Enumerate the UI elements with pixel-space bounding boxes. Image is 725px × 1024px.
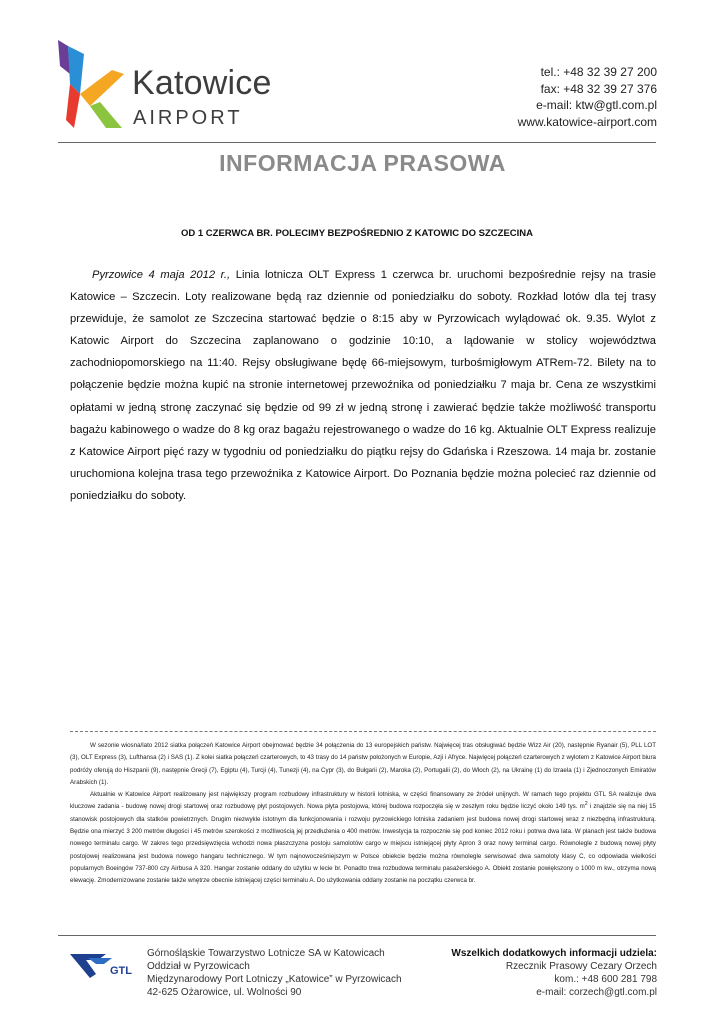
footnote-text: i znajdzie się na niej 15 stanowisk postojowych dla statków powietrznych. Drugim niezwykle istotnym dla funkcjonowania i rozwoju pyrzowickiego lotniska zadaniem jest budowa nowej drogi startowej wraz z niezbędną infrastrukturą. Będzie ona mierzyć 3 200 metrów długości i 45 metrów szerokości z możliwością jej przedłużenia o 400 metrów. Inwestycja ta rozpocznie się pod koniec 2012 roku i potrwa dwa lata. W planach jest także budowa nowego terminalu cargo. W zakres tego przedsięwzięcia wchodzi nowa płaszczyzna postoju samolotów cargo w miejscu istniejącej płyty Apron 3 oraz nowy terminal cargo. Równolegle z budową nowej płyty postojowej realizowana jest budowa nowego hangaru technicznego. W tym najnowocześniejszym w Polsce obiekcie będzie można równolegle serwisować dwa samoloty klasy C, co odpowiada wielkości popularnych Boeingów 737-800 czy Airbusa A 320. Hangar zostanie oddany do użytku w lecie br. Ponadto trwa rozbudowa terminalu pasażerskiego A. Obiekt zostanie powiększony o 1000 m kw., otrzyma nową elewację. Zmodernizowane zostanie także wnętrze obecnie istniejącej części terminalu A. Do użytkowania oddany zostanie na początku czerwca br. bbox=[70, 803, 656, 885]
logo-subtitle: AIRPORT bbox=[133, 107, 243, 129]
gtl-logo-icon bbox=[68, 946, 140, 982]
header-divider bbox=[58, 142, 656, 143]
footer-address-line: Górnośląskie Towarzystwo Lotnicze SA w Katowicach bbox=[147, 948, 385, 959]
contact-fax: fax: +48 32 39 27 376 bbox=[540, 81, 657, 96]
footer-address-line: Oddział w Pyrzowicach bbox=[147, 961, 250, 972]
footer-address bbox=[147, 947, 402, 999]
footer-divider bbox=[58, 935, 656, 936]
footer-contact-line: Rzecznik Prasowy Cezary Orzech bbox=[505, 961, 657, 972]
article-headline: OD 1 CZERWCA BR. POLECIMY BEZPOŚREDNIO Z KATOWIC DO SZCZECINA bbox=[180, 228, 534, 239]
contact-website[interactable]: www.katowice-airport.com bbox=[517, 114, 657, 129]
footer-contact-line: kom.: +48 600 281 798 bbox=[554, 974, 657, 985]
footnote-separator bbox=[70, 731, 656, 732]
footer-contact-title: Wszelkich dodatkowych informacji udziela: bbox=[451, 948, 657, 959]
footer-address-line: Międzynarodowy Port Lotniczy „Katowice” w Pyrzowicach bbox=[147, 974, 402, 985]
article-text: Linia lotnicza OLT Express 1 czerwca br. uruchomi bezpośrednie rejsy na trasie Katowice – Szczecin. Loty realizowane będą raz dziennie od poniedziałku do soboty. Rozkład lotów dla tej trasy przewiduje, że samolot ze Szczecina startować będzie o 8:15 aby w Pyrzowicach wylądować ok. 9.35. Wylot z Katowic Airport do Szczecina zaplanowano o godzinie 10:10, a lądowanie w stolicy województwa zachodniopomorskiego na 11:40. Rejsy obsługiwane będę 66-miejsowym, turbośmigłowym ATRem-72. Bilety na to połączenie będzie można kupić na stronie internetowej przewoźnika od poniedziałku 7 maja br. Cena ze wszystkimi opłatami w jedną stronę zaczynać się będzie od 99 zł w jedną stronę i zawierać będzie także możliwość transportu bagażu kabinowego o wadze do 8 kg oraz bagażu rejestrowanego o wadze do 16 kg. Aktualnie OLT Express realizuje z Katowice Airport pięć razy w tygodniu od poniedziałku do piątku rejsy do Gdańska i Rzeszowa. 14 maja br. zostanie uruchomiona kolejna trasa tego przewoźnika z Katowice Airport. Do Poznania będzie można polecieć raz dziennie od poniedziałku do soboty. bbox=[70, 269, 657, 502]
contact-tel: tel.: +48 32 39 27 200 bbox=[540, 65, 657, 79]
footnote-text: Aktualnie w Katowice Airport realizowany jest największy program rozbudowy infrastruktury w historii lotniska, w części finansowany ze źródeł unijnych. W ramach tego projektu GTL SA realizuje dwa kluczowe zadania - budowę nowej drogi startowej oraz rozbudowę płyt postojowych. Nowa płyta postojowa, której budowa rozpoczęła się w zeszłym roku będzie liczyć około 149 tys. m bbox=[70, 791, 656, 811]
footnotes bbox=[70, 740, 656, 888]
footnote-paragraph-1: W sezonie wiosna/lato 2012 siatka połączeń Katowice Airport obejmować będzie 34 połączenia do 13 europejskich państw. Najwięcej tras obsługiwać będzie Wizz Air (20), następnie Ryanair (5), PLL LOT (3), OLT Express (3), Lufthansa (2) i SAS (1). Z kolei siatka połączeń czarterowych, to 43 trasy do 14 państw położonych w Europie, Azji i Afryce. Najwięcej połączeń czarterowych z wylotem z Katowice Airport biura podróży oferują do Hiszpanii (9), następnie Grecji (7), Egiptu (4), Turcji (4), Tunezji (4), na Cypr (3), do Bułgarii (2), Maroka (2), Portugalii (2), do Włoch (2), na Ukrainę (1) do Izraela (1) i Zjednoczonych Emiratów Arabskich (1). bbox=[70, 742, 656, 786]
contact-block bbox=[518, 64, 657, 130]
logo-name: Katowice bbox=[132, 64, 272, 102]
footnote-paragraph-2 bbox=[70, 789, 656, 887]
footer-contact-email[interactable]: e-mail: corzech@gtl.com.pl bbox=[536, 987, 657, 998]
article-body bbox=[70, 264, 656, 507]
superscript: 2 bbox=[584, 801, 588, 808]
footer-contact bbox=[451, 947, 657, 999]
katowice-airport-logo-icon bbox=[56, 40, 126, 128]
gtl-logo-text: GTL bbox=[110, 965, 132, 977]
press-release-title: INFORMACJA PRASOWA bbox=[219, 150, 506, 176]
footer-address-line: 42-625 Ożarowice, ul. Wolności 90 bbox=[147, 987, 302, 998]
article-dateline: Pyrzowice 4 maja 2012 r., bbox=[92, 269, 231, 281]
contact-email[interactable]: e-mail: ktw@gtl.com.pl bbox=[536, 98, 657, 112]
